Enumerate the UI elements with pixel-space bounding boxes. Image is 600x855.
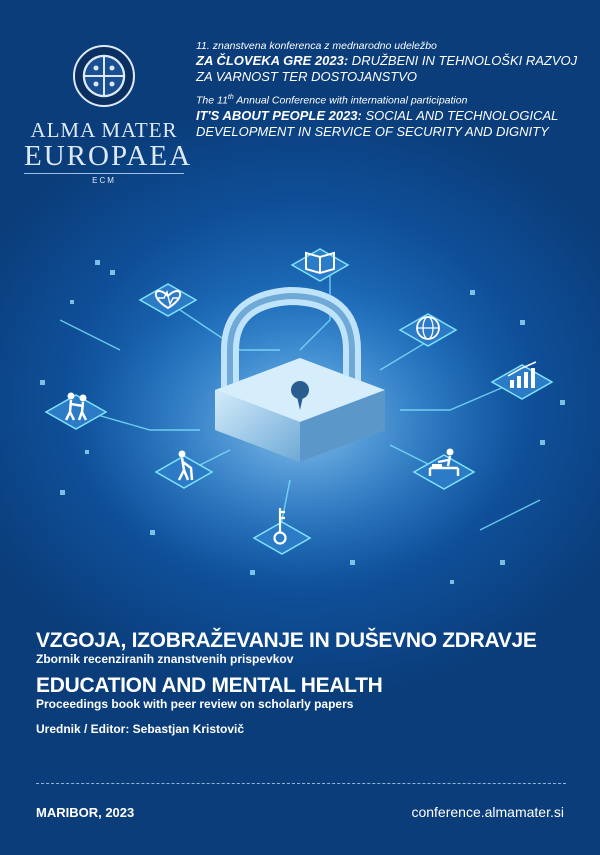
- security-illustration: [0, 200, 600, 620]
- conference-info: [196, 40, 586, 140]
- place-year: MARIBOR, 2023: [36, 805, 135, 820]
- en-conference-intro: [196, 91, 586, 108]
- alma-mater-logo: [24, 44, 193, 185]
- slo-book-title: VZGOJA, IZOBRAŽEVANJE IN DUŠEVNO ZDRAVJE: [36, 629, 537, 652]
- logo-name-line3: ECM: [92, 176, 116, 185]
- book-icon: [292, 249, 348, 281]
- slo-conference-title: [196, 53, 586, 85]
- university-seal-icon: [72, 44, 136, 108]
- en-title-bold: IT'S ABOUT PEOPLE 2023:: [196, 107, 362, 123]
- slo-book-subtitle: Zbornik recenziranih znanstvenih prispevkov: [36, 652, 294, 666]
- book-title-block: [36, 630, 576, 736]
- slo-title-rest: DRUŽBENI IN TEHNOLOŠKI RAZVOJ ZA VARNOST TER DOSTOJANSTVO: [196, 53, 578, 84]
- slo-conference-intro: 11. znanstvena konferenca z mednarodno udeležbo: [196, 40, 437, 52]
- en-book-subtitle: Proceedings book with peer review on scholarly papers: [36, 697, 354, 711]
- website-link[interactable]: conference.almamater.si: [411, 804, 564, 820]
- en-intro-post: Annual Conference with international participation: [233, 94, 468, 107]
- en-book-title: EDUCATION AND MENTAL HEALTH: [36, 674, 383, 697]
- slo-title-bold: ZA ČLOVEKA GRE 2023:: [196, 53, 349, 68]
- en-intro-pre: The 11: [196, 94, 228, 107]
- editor-credit: Urednik / Editor: Sebastjan Kristovič: [36, 722, 245, 736]
- en-intro-sup: th: [227, 94, 234, 101]
- logo-name-line1: ALMA MATER: [30, 118, 178, 142]
- divider: [36, 783, 566, 784]
- en-title-rest: SOCIAL AND TECHNOLOGICAL DEVELOPMENT IN SERVICE OF SECURITY AND DIGNITY: [196, 107, 559, 139]
- en-conference-title: [196, 108, 586, 140]
- logo-name-line2: EUROPAEA: [24, 140, 193, 172]
